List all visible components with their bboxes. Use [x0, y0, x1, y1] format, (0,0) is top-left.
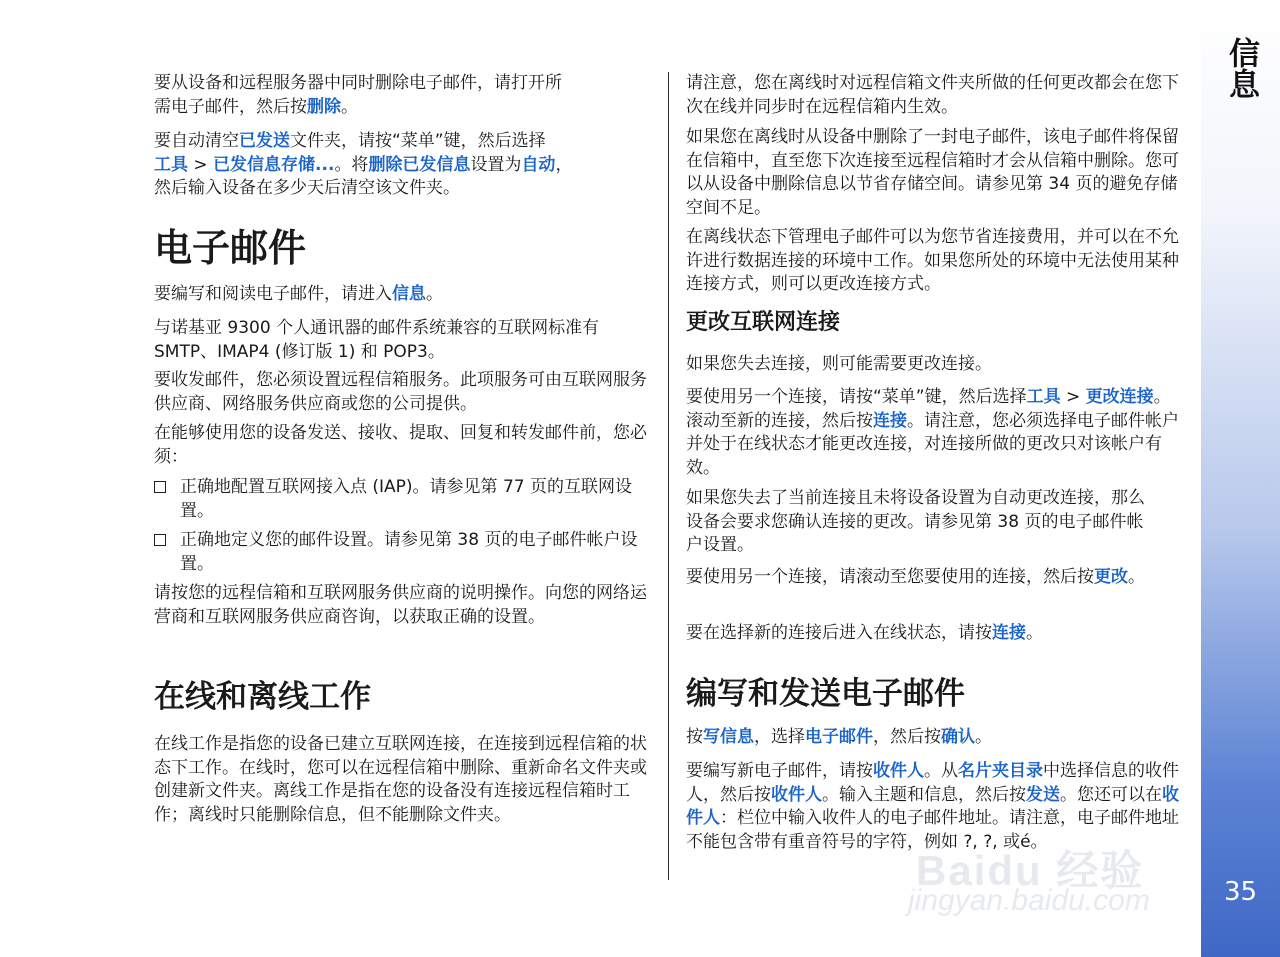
watermark-url: jingyan.baidu.com: [908, 884, 1150, 917]
watermark-logo-text: Baidu 经验: [916, 847, 1145, 894]
paragraph-delete-both: 要从设备和远程服务器中同时删除电子邮件，请打开所 需电子邮件，然后按删除。: [154, 73, 562, 117]
paragraph-new-email: 要编写新电子邮件，请按收件人。从名片夹目录中选择信息的收件人，然后按收件人。输入主题和信息，然后按发送。您还可以在收件人：栏位中输入收件人的电子邮件地址。请注意，电子邮件地址不能包含带有重音符号的字符，例如 ?, ?, 或é。: [686, 761, 1179, 852]
paragraph-before-use: 在能够使用您的设备发送、接收、提取、回复和转发邮件前，您必须：: [154, 423, 647, 467]
paragraph-read-email: 要编写和阅读电子邮件，请进入信息。: [154, 284, 443, 304]
paragraph-follow-instructions: 请按您的远程信箱和互联网服务供应商的说明操作。向您的网络运营商和互联网服务供应商咨询，以获取正确的设置。: [154, 583, 647, 627]
kw-delete: 删除: [307, 96, 341, 117]
paragraph-offline-changes: 请注意，您在离线时对远程信箱文件夹所做的任何更改都会在您下次在线并同步时在远程信箱内生效。: [686, 73, 1179, 117]
paragraph-auto-empty: 要自动清空已发送文件夹，请按“菜单”键，然后选择 工具 > 已发信息存储...。将删除已发信息设置为自动， 然后输入设备在多少天后清空该文件夹。: [154, 131, 573, 198]
paragraph-auto-change: 如果您失去了当前连接且未将设备设置为自动更改连接，那么设备会要求您确认连接的更改。请参见第 38 页的电子邮件帐户设置。: [686, 488, 1145, 555]
paragraph-lost-connection: 如果您失去连接，则可能需要更改连接。: [686, 354, 992, 374]
checkbox-square-icon: [154, 481, 166, 493]
paragraph-protocols: 与诺基亚 9300 个人通讯器的邮件系统兼容的互联网标准有 SMTP、IMAP4 (修订版 1) 和 POP3。: [154, 318, 600, 362]
heading-email: 电子邮件: [154, 226, 307, 270]
paragraph-scroll-connection: 要使用另一个连接，请滚动至您要使用的连接，然后按更改。: [686, 567, 1145, 587]
column-divider: [668, 72, 669, 880]
paragraph-online-work: 在线工作是指您的设备已建立互联网连接，在连接到远程信箱的状态下工作。在线时，您可以在远程信箱中删除、重新命名文件夹或创建新文件夹。离线工作是指在您的设备没有连接远程信箱时工作；离线时只能删除信息，但不能删除文件夹。: [154, 734, 647, 825]
paragraph-offline-delete: 如果您在离线时从设备中删除了一封电子邮件，该电子邮件将保留在信箱中，直至您下次连接至远程信箱时才会从信箱中删除。您可以从设备中删除信息以节省存储空间。请参见第 34 页的避免存储空间不足。: [686, 127, 1179, 218]
paragraph-go-online: 要在选择新的连接后进入在线状态，请按连接。: [686, 623, 1043, 643]
checkbox-square-icon: [154, 534, 166, 546]
paragraph-use-another-connection: 要使用另一个连接，请按“菜单”键，然后选择工具 > 更改连接。滚动至新的连接，然后按连接。请注意，您必须选择电子邮件帐户并处于在线状态才能更改连接，对连接所做的更改只对该帐户有效。: [686, 387, 1179, 478]
page-number: 35: [1223, 877, 1258, 907]
heading-compose-email: 编写和发送电子邮件: [686, 676, 965, 712]
heading-online-offline: 在线和离线工作: [154, 679, 371, 715]
heading-change-connection: 更改互联网连接: [686, 310, 841, 335]
sidebar-section-title: 信息: [1223, 37, 1259, 99]
sidebar-gradient: [1201, 0, 1280, 957]
paragraph-write-message: 按写信息，选择电子邮件，然后按确认。: [686, 727, 992, 747]
paragraph-setup-mailbox: 要收发邮件，您必须设置远程信箱服务。此项服务可由互联网服务供应商、网络服务供应商或您的公司提供。: [154, 370, 647, 414]
paragraph-offline-manage: 在离线状态下管理电子邮件可以为您节省连接费用，并可以在不允许进行数据连接的环境中工作。如果您所处的环境中无法使用某种连接方式，则可以更改连接方式。: [686, 227, 1179, 294]
